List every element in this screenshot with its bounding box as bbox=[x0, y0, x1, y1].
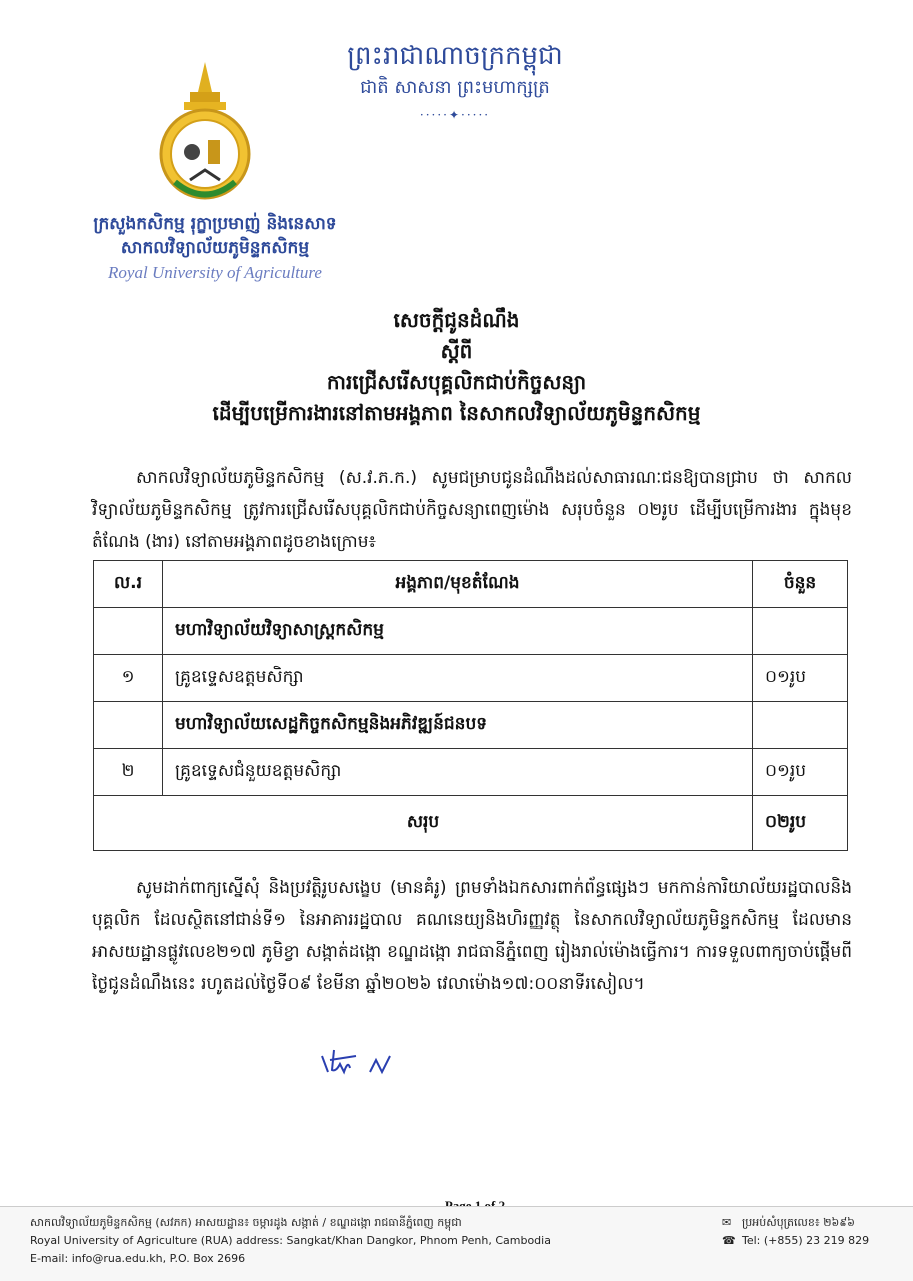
title-line-1: សេចក្តីជូនដំណឹង bbox=[393, 308, 520, 332]
row-count: ០១រូប bbox=[753, 655, 848, 702]
footer-pobox: ប្រអប់សំបុត្រលេខ៖ ២៦៩៦ bbox=[742, 1216, 855, 1229]
table-row bbox=[94, 702, 848, 749]
row-no: ២ bbox=[94, 749, 163, 796]
kingdom-motto: ជាតិ សាសនា ព្រះមហាក្សត្រ bbox=[360, 77, 550, 98]
row-count: ០១រូប bbox=[753, 749, 848, 796]
total-value: ០២រូប bbox=[753, 796, 848, 851]
footer-contact bbox=[722, 1214, 869, 1250]
closing-paragraph: សូមដាក់ពាក្យស្នើសុំ និងប្រវត្តិរូបសង្ខេប (មានគំរូ) ព្រមទាំងឯកសារពាក់ព័ន្ធផ្សេងៗ មកកាន់ការិយាល័យរដ្ឋបាលនិងបុគ្គលិក ដែលស្ថិតនៅជាន់ទី១ នៃអាគាររដ្ឋបាល គណនេយ្យនិងហិរញ្ញវត្ថុ នៃសាកលវិទ្យាល័យភូមិន្ទកសិកម្ម ដែលមានអាសយដ្ឋានផ្លូវលេខ២១៧ ភូមិខ្វា សង្កាត់ដង្កោ ខណ្ឌដង្កោ រាជធានីភ្នំពេញ រៀងរាល់ម៉ោងធ្វើការ។ ការទទួលពាក្យចាប់ផ្តើមពីថ្ងៃជូនដំណឹងនេះ រហូតដល់ថ្ងៃទី០៩ ខែមីនា ឆ្នាំ២០២៦ វេលាម៉ោង១៧:០០នាទីរសៀល។ bbox=[92, 878, 852, 994]
mail-icon: ✉ bbox=[722, 1216, 732, 1229]
title-line-3: ការជ្រើសរើសបុគ្គលិកជាប់កិច្ចសន្យា bbox=[326, 370, 587, 394]
university-logo-icon bbox=[150, 62, 260, 212]
faculty-1: មហាវិទ្យាល័យវិទ្យាសាស្ត្រកសិកម្ម bbox=[163, 608, 753, 655]
header-no: ល.រ bbox=[94, 561, 163, 608]
intro-paragraph: សាកលវិទ្យាល័យភូមិន្ទកសិកម្ម (ស.វ.ភ.ក.) សូមជម្រាបជូនដំណឹងដល់សាធារណៈជនឱ្យបានជ្រាប ថា សាកលវិទ្យាល័យភូមិន្ទកសិកម្ម ត្រូវការជ្រើសរើសបុគ្គលិកជាប់កិច្ចសន្យាពេញម៉ោង សរុបចំនួន ០២រូប ដើម្បីបម្រើការងារ ក្នុងមុខតំណែង (ងារ) នៅតាមអង្គភាពដូចខាងក្រោម៖ bbox=[92, 468, 852, 552]
ministry-block bbox=[70, 212, 360, 286]
table-row bbox=[94, 655, 848, 702]
table-header-row bbox=[94, 561, 848, 608]
footer-email: E-mail: info@rua.edu.kh, P.O. Box 2696 bbox=[30, 1252, 246, 1265]
header-count: ចំនួន bbox=[753, 561, 848, 608]
footer-line-en: Royal University of Agriculture (RUA) address: Sangkat/Khan Dangkor, Phnom Penh, Cambodia bbox=[30, 1234, 551, 1247]
footer-address bbox=[30, 1214, 551, 1268]
positions-table bbox=[93, 560, 848, 851]
phone-icon: ☎ bbox=[722, 1234, 736, 1247]
total-label: សរុប bbox=[94, 796, 753, 851]
table-total-row bbox=[94, 796, 848, 851]
notice-title bbox=[60, 305, 853, 429]
signature-initials-icon bbox=[318, 1042, 398, 1082]
university-name-en: Royal University of Agriculture bbox=[108, 263, 322, 282]
kingdom-header bbox=[330, 38, 580, 122]
footer-tel: Tel: (+855) 23 219 829 bbox=[742, 1234, 870, 1247]
footer-line-kh: សាកលវិទ្យាល័យភូមិន្ទកសិកម្ម (សវភក) អាសយដ្ឋាន៖ ចម្ការដូង សង្កាត់ / ខណ្ឌដង្កោ រាជធានីភ្នំពេញ កម្ពុជា bbox=[30, 1216, 462, 1229]
title-line-4: ដើម្បីបម្រើការងារនៅតាមអង្គភាព នៃសាកលវិទ្យាល័យភូមិន្ទកសិកម្ម bbox=[212, 401, 701, 425]
table-row bbox=[94, 608, 848, 655]
row-position: គ្រូឧទ្ទេសឧត្តមសិក្សា bbox=[163, 655, 753, 702]
row-no: ១ bbox=[94, 655, 163, 702]
header-position: អង្គភាព/មុខតំណែង bbox=[163, 561, 753, 608]
university-name-kh: សាកលវិទ្យាល័យភូមិន្ទកសិកម្ម bbox=[120, 238, 310, 258]
ministry-name: ក្រសួងកសិកម្ម រុក្ខាប្រមាញ់ និងនេសាទ bbox=[93, 214, 337, 234]
title-line-2: ស្តីពី bbox=[440, 339, 473, 363]
faculty-2: មហាវិទ្យាល័យសេដ្ឋកិច្ចកសិកម្មនិងអភិវឌ្ឍន៍ជនបទ bbox=[163, 702, 753, 749]
kingdom-title: ព្រះរាជាណាចក្រកម្ពុជា bbox=[347, 41, 563, 71]
table-row bbox=[94, 749, 848, 796]
ornament-divider: ·····✦····· bbox=[419, 108, 491, 122]
row-position: គ្រូឧទ្ទេសជំនួយឧត្តមសិក្សា bbox=[163, 749, 753, 796]
